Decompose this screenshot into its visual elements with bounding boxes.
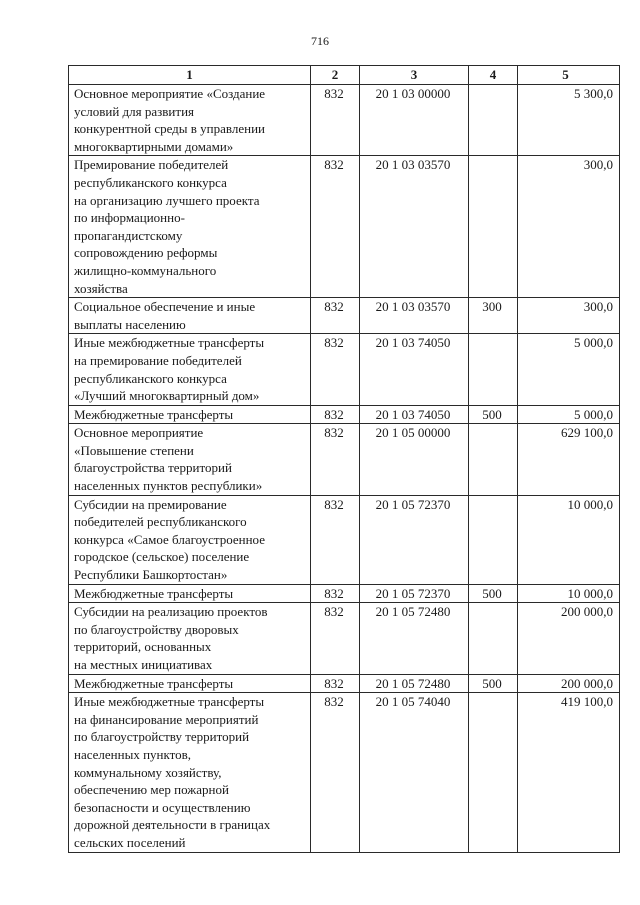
- table-row: [69, 603, 620, 674]
- header-col-2: 2: [311, 66, 360, 85]
- cell-expense-type: 300: [469, 298, 518, 334]
- cell-name: Социальное обеспечение и иные выплаты населению: [69, 298, 311, 334]
- cell-grbs-code: 832: [311, 693, 360, 852]
- cell-name: Основное мероприятие «Повышение степени благоустройства территорий населенных пунктов республики»: [69, 424, 311, 495]
- cell-name: Межбюджетные трансферты: [69, 584, 311, 603]
- cell-target-article: 20 1 03 03570: [360, 298, 469, 334]
- cell-target-article: 20 1 05 74040: [360, 693, 469, 852]
- cell-amount: 5 300,0: [518, 85, 620, 156]
- table-row: [69, 405, 620, 424]
- cell-target-article: 20 1 03 00000: [360, 85, 469, 156]
- cell-target-article: 20 1 05 72370: [360, 495, 469, 584]
- cell-amount: 300,0: [518, 298, 620, 334]
- cell-amount: 10 000,0: [518, 584, 620, 603]
- cell-target-article: 20 1 05 72370: [360, 584, 469, 603]
- cell-expense-type: [469, 495, 518, 584]
- cell-name: Субсидии на реализацию проектов по благоустройству дворовых территорий, основанных на местных инициативах: [69, 603, 311, 674]
- table-row: [69, 495, 620, 584]
- cell-expense-type: 500: [469, 674, 518, 693]
- cell-expense-type: 500: [469, 405, 518, 424]
- cell-amount: 10 000,0: [518, 495, 620, 584]
- table-row: [69, 584, 620, 603]
- cell-grbs-code: 832: [311, 674, 360, 693]
- cell-expense-type: [469, 693, 518, 852]
- cell-grbs-code: 832: [311, 424, 360, 495]
- cell-grbs-code: 832: [311, 584, 360, 603]
- header-col-4: 4: [469, 66, 518, 85]
- cell-name: Премирование победителей республиканского конкурса на организацию лучшего проекта по информационно- пропагандистскому сопровождению реформы жилищно-коммунального хозяйства: [69, 156, 311, 298]
- cell-amount: 629 100,0: [518, 424, 620, 495]
- cell-amount: 5 000,0: [518, 334, 620, 405]
- cell-target-article: 20 1 05 72480: [360, 603, 469, 674]
- cell-target-article: 20 1 05 72480: [360, 674, 469, 693]
- cell-name: Основное мероприятие «Создание условий для развития конкурентной среды в управлении многоквартирными домами»: [69, 85, 311, 156]
- cell-target-article: 20 1 03 74050: [360, 334, 469, 405]
- cell-amount: 5 000,0: [518, 405, 620, 424]
- table-row: [69, 85, 620, 156]
- header-col-1: 1: [69, 66, 311, 85]
- cell-amount: 200 000,0: [518, 674, 620, 693]
- cell-name: Субсидии на премирование победителей республиканского конкурса «Самое благоустроенное городское (сельское) поселение Республики Башкортостан»: [69, 495, 311, 584]
- cell-grbs-code: 832: [311, 603, 360, 674]
- cell-grbs-code: 832: [311, 405, 360, 424]
- page-number: 716: [311, 34, 329, 48]
- cell-amount: 300,0: [518, 156, 620, 298]
- cell-grbs-code: 832: [311, 85, 360, 156]
- table-body: [69, 85, 620, 853]
- cell-name: Иные межбюджетные трансферты на премирование победителей республиканского конкурса «Лучший многоквартирный дом»: [69, 334, 311, 405]
- cell-target-article: 20 1 05 00000: [360, 424, 469, 495]
- table-row: [69, 156, 620, 298]
- cell-amount: 419 100,0: [518, 693, 620, 852]
- cell-name: Межбюджетные трансферты: [69, 674, 311, 693]
- cell-grbs-code: 832: [311, 298, 360, 334]
- table-header-row: [69, 66, 620, 85]
- cell-expense-type: [469, 334, 518, 405]
- table-row: [69, 298, 620, 334]
- cell-expense-type: [469, 156, 518, 298]
- table-row: [69, 334, 620, 405]
- header-col-5: 5: [518, 66, 620, 85]
- cell-grbs-code: 832: [311, 334, 360, 405]
- cell-target-article: 20 1 03 03570: [360, 156, 469, 298]
- header-col-3: 3: [360, 66, 469, 85]
- budget-table: [68, 65, 620, 853]
- table-row: [69, 693, 620, 852]
- cell-expense-type: 500: [469, 584, 518, 603]
- cell-target-article: 20 1 03 74050: [360, 405, 469, 424]
- cell-name: Иные межбюджетные трансферты на финансирование мероприятий по благоустройству территорий населенных пунктов, коммунальному хозяйству, обеспечению мер пожарной безопасности и осуществлению дорожной деятельности в границах сельских поселений: [69, 693, 311, 852]
- cell-grbs-code: 832: [311, 156, 360, 298]
- cell-amount: 200 000,0: [518, 603, 620, 674]
- cell-expense-type: [469, 603, 518, 674]
- cell-grbs-code: 832: [311, 495, 360, 584]
- table-row: [69, 674, 620, 693]
- table-row: [69, 424, 620, 495]
- cell-expense-type: [469, 424, 518, 495]
- cell-expense-type: [469, 85, 518, 156]
- cell-name: Межбюджетные трансферты: [69, 405, 311, 424]
